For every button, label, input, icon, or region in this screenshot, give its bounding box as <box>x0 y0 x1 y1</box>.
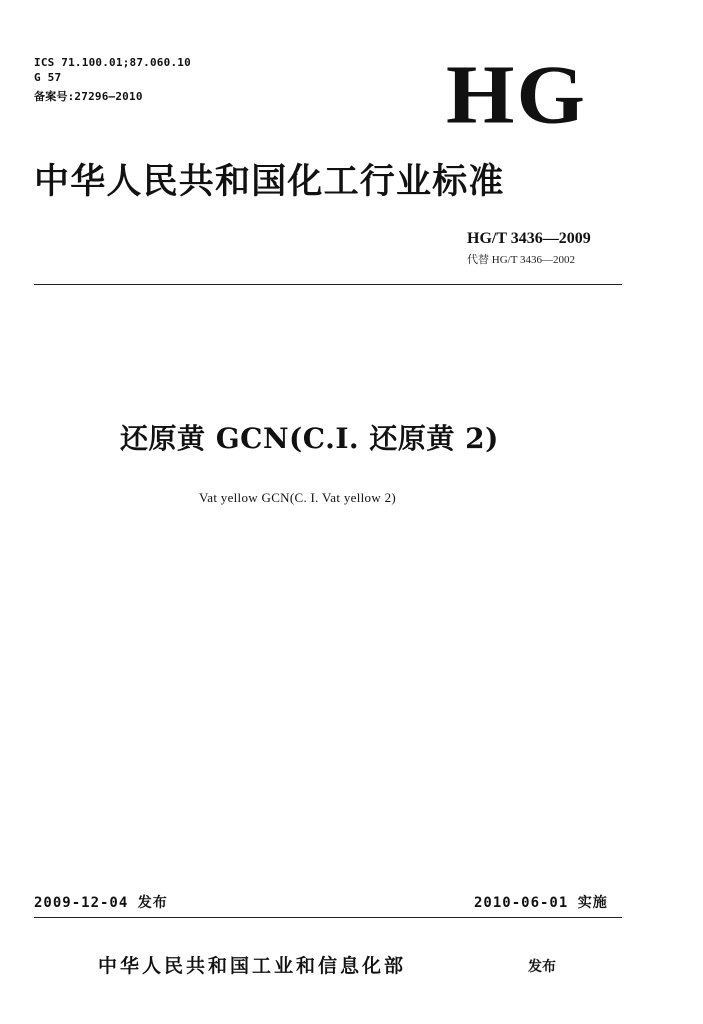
ics-code: ICS 71.100.01;87.060.10 <box>34 56 191 69</box>
top-divider <box>34 284 622 285</box>
ccs-code: G 57 <box>34 71 62 84</box>
filing-number: 备案号:27296—2010 <box>34 90 143 103</box>
issue-date: 2009-12-04 发布 <box>34 895 168 911</box>
bottom-divider <box>34 917 622 918</box>
publish-label: 发布 <box>528 959 556 975</box>
hg-logo: HG <box>446 49 587 142</box>
implementation-date: 2010-06-01 实施 <box>474 895 608 911</box>
document-title-english: Vat yellow GCN(C. I. Vat yellow 2) <box>199 490 396 505</box>
replaces-standard: 代替 HG/T 3436—2002 <box>467 254 575 266</box>
standard-number: HG/T 3436—2009 <box>467 230 591 247</box>
standard-type-title: 中华人民共和国化工行业标准 <box>34 161 505 202</box>
publisher-name: 中华人民共和国工业和信息化部 <box>98 955 407 977</box>
document-title: 还原黄 GCN(C.I. 还原黄 2) <box>120 422 499 455</box>
